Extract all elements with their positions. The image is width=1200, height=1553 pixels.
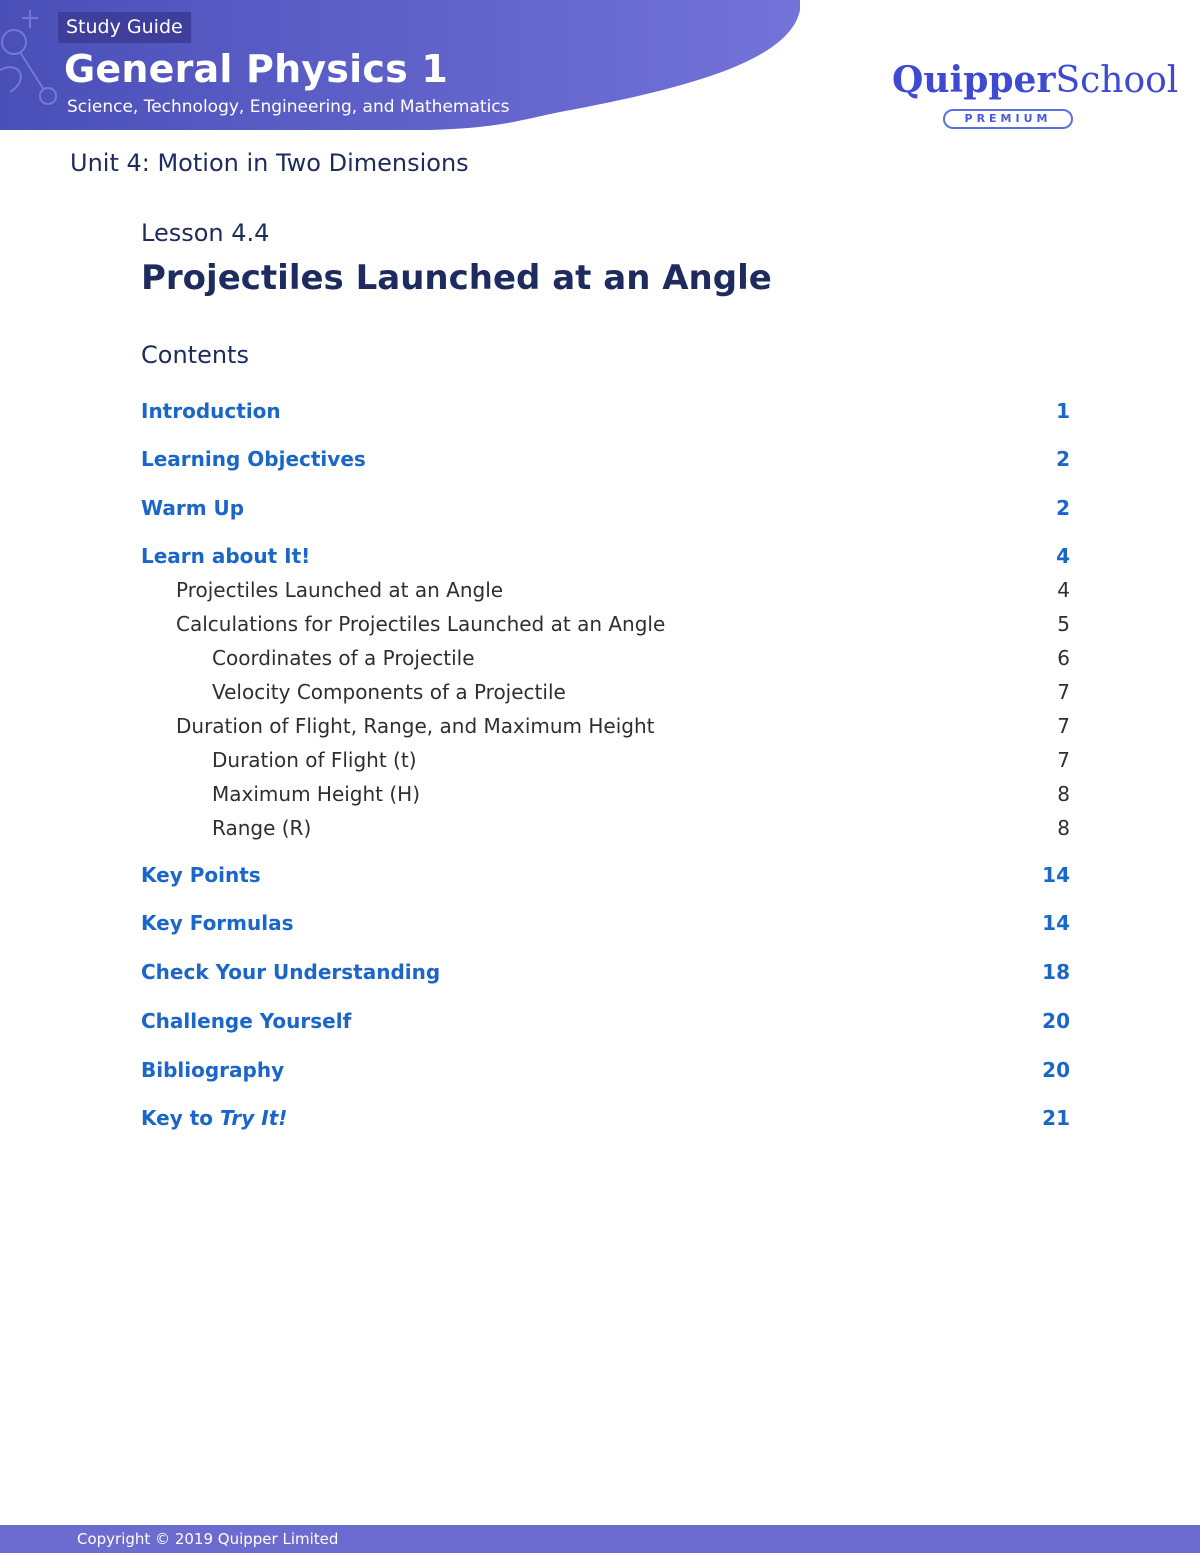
toc-label: Key Formulas <box>141 911 294 935</box>
toc-page: 1 <box>1056 399 1070 423</box>
course-subtitle: Science, Technology, Engineering, and Mathematics <box>67 97 510 117</box>
study-guide-badge: Study Guide <box>58 12 191 43</box>
lesson-title: Projectiles Launched at an Angle <box>141 258 772 298</box>
toc-label: Coordinates of a Projectile <box>212 646 475 670</box>
copyright-text: Copyright © 2019 Quipper Limited <box>77 1530 339 1548</box>
toc-page: 7 <box>1057 680 1070 704</box>
toc-item-warm-up[interactable] <box>0 493 1200 525</box>
toc-page: 18 <box>1042 960 1070 984</box>
toc-label: Learn about It! <box>141 544 311 568</box>
logo-name-bold: Quipper <box>892 59 1056 101</box>
toc-item-check-your-understanding[interactable] <box>0 957 1200 989</box>
course-title: General Physics 1 <box>64 47 448 91</box>
toc-page: 8 <box>1057 782 1070 806</box>
toc-label: Bibliography <box>141 1058 285 1082</box>
toc-label: Check Your Understanding <box>141 960 441 984</box>
premium-tag: PREMIUM <box>943 109 1073 129</box>
toc-item-bibliography[interactable] <box>0 1055 1200 1087</box>
toc-label-italic: Try It! <box>219 1106 288 1130</box>
toc-page: 2 <box>1056 496 1070 520</box>
toc-item-learning-objectives[interactable] <box>0 444 1200 476</box>
toc-item-key-points[interactable] <box>0 860 1200 892</box>
toc-page: 2 <box>1056 447 1070 471</box>
toc-page: 7 <box>1057 714 1070 738</box>
toc-label: Duration of Flight, Range, and Maximum Height <box>176 714 655 738</box>
toc-page: 7 <box>1057 748 1070 772</box>
toc-label: Projectiles Launched at an Angle <box>176 578 504 602</box>
toc-item-key-to-try-it[interactable] <box>0 1103 1200 1135</box>
toc-page: 4 <box>1056 544 1070 568</box>
toc-label: Velocity Components of a Projectile <box>212 680 566 704</box>
toc-item-introduction[interactable] <box>0 396 1200 428</box>
toc-label: Learning Objectives <box>141 447 366 471</box>
toc-item-learn-about-it[interactable] <box>0 541 1200 573</box>
toc-page: 4 <box>1057 578 1070 602</box>
toc-label: Warm Up <box>141 496 245 520</box>
toc-item-key-formulas[interactable] <box>0 908 1200 940</box>
toc-label: Key Points <box>141 863 261 887</box>
toc-label: Duration of Flight (t) <box>212 748 417 772</box>
unit-title: Unit 4: Motion in Two Dimensions <box>70 149 469 177</box>
toc-item-duration-of-flight[interactable] <box>0 745 1200 777</box>
toc-item-calculations[interactable] <box>0 609 1200 641</box>
toc-item-velocity-components[interactable] <box>0 677 1200 709</box>
footer-bar <box>0 1525 1200 1553</box>
toc-page: 14 <box>1042 911 1070 935</box>
toc-label: Calculations for Projectiles Launched at an Angle <box>176 612 666 636</box>
toc-label: Range (R) <box>212 816 312 840</box>
toc-page: 8 <box>1057 816 1070 840</box>
toc-label: Maximum Height (H) <box>212 782 421 806</box>
toc-page: 6 <box>1057 646 1070 670</box>
toc-page: 20 <box>1042 1058 1070 1082</box>
toc-item-challenge-yourself[interactable] <box>0 1006 1200 1038</box>
toc-label <box>141 1103 287 1133</box>
toc-item-duration-range-height[interactable] <box>0 711 1200 743</box>
toc-item-projectiles-launched[interactable] <box>0 575 1200 607</box>
contents-heading: Contents <box>141 341 249 369</box>
toc-page: 20 <box>1042 1009 1070 1033</box>
lesson-number: Lesson 4.4 <box>141 219 270 247</box>
toc-label-regular: Key to <box>141 1106 220 1130</box>
toc-page: 14 <box>1042 863 1070 887</box>
logo-name-regular: School <box>1055 60 1179 101</box>
toc-label: Challenge Yourself <box>141 1009 352 1033</box>
toc-item-coordinates[interactable] <box>0 643 1200 675</box>
toc-item-maximum-height[interactable] <box>0 779 1200 811</box>
toc-label: Introduction <box>141 399 281 423</box>
toc-page: 21 <box>1042 1106 1070 1130</box>
toc-page: 5 <box>1057 612 1070 636</box>
toc-item-range[interactable] <box>0 813 1200 845</box>
